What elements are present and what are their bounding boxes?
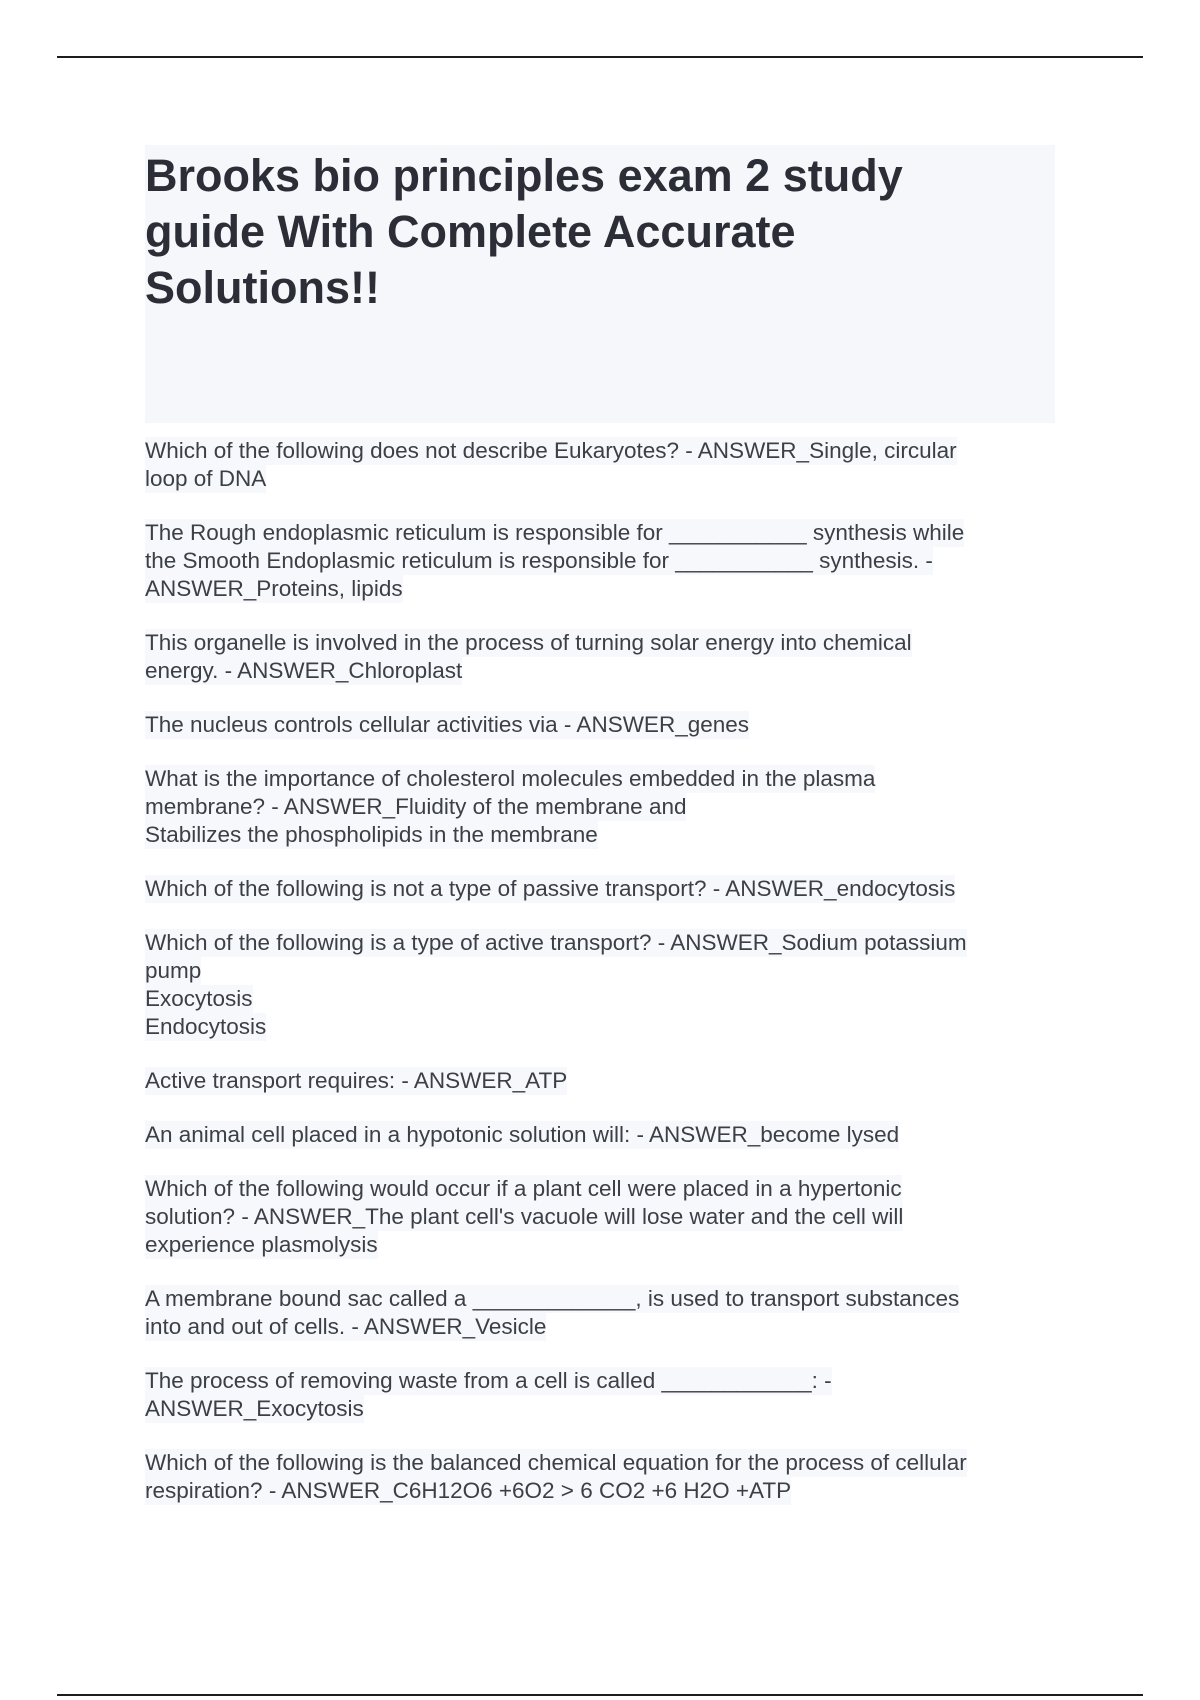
qa-item	[145, 629, 1055, 685]
qa-line: What is the importance of cholesterol molecules embedded in the plasma	[145, 766, 876, 791]
qa-line: An animal cell placed in a hypotonic solution will: - ANSWER_become lysed	[145, 1122, 900, 1147]
qa-line: The nucleus controls cellular activities via - ANSWER_genes	[145, 712, 750, 737]
qa-item	[145, 1285, 1055, 1341]
qa-line: This organelle is involved in the process of turning solar energy into chemical	[145, 630, 912, 655]
qa-line: Which of the following is not a type of passive transport? - ANSWER_endocytosis	[145, 876, 956, 901]
qa-line: ANSWER_Proteins, lipids	[145, 576, 403, 601]
qa-item	[145, 765, 1055, 849]
qa-line: Which of the following is a type of active transport? - ANSWER_Sodium potassium	[145, 930, 967, 955]
title-line: Solutions!!	[145, 262, 380, 313]
qa-line: A membrane bound sac called a _____________, is used to transport substances	[145, 1286, 960, 1311]
qa-line: pump	[145, 958, 202, 983]
title-line: guide With Complete Accurate	[145, 206, 796, 257]
qa-line: loop of DNA	[145, 466, 267, 491]
qa-line: Stabilizes the phospholipids in the membrane	[145, 822, 598, 847]
qa-item	[145, 1067, 1055, 1095]
document-title	[145, 148, 1045, 316]
qa-item	[145, 1367, 1055, 1423]
bottom-rule	[57, 1694, 1143, 1696]
qa-item	[145, 519, 1055, 603]
qa-line: Which of the following would occur if a plant cell were placed in a hypertonic	[145, 1176, 902, 1201]
qa-line: respiration? - ANSWER_C6H12O6 +6O2 > 6 CO2 +6 H2O +ATP	[145, 1478, 792, 1503]
document-page	[145, 145, 1055, 1531]
qa-line: membrane? - ANSWER_Fluidity of the membrane and	[145, 794, 687, 819]
qa-line: experience plasmolysis	[145, 1232, 378, 1257]
qa-item	[145, 437, 1055, 493]
qa-line: the Smooth Endoplasmic reticulum is responsible for ___________ synthesis. -	[145, 548, 933, 573]
qa-item	[145, 1121, 1055, 1149]
top-rule	[57, 56, 1143, 58]
qa-line: The process of removing waste from a cell is called ____________: -	[145, 1368, 832, 1393]
qa-line: solution? - ANSWER_The plant cell's vacuole will lose water and the cell will	[145, 1204, 904, 1229]
qa-item	[145, 929, 1055, 1041]
qa-line: Endocytosis	[145, 1014, 267, 1039]
qa-line: Exocytosis	[145, 986, 253, 1011]
qa-line: ANSWER_Exocytosis	[145, 1396, 364, 1421]
title-line: Brooks bio principles exam 2 study	[145, 150, 903, 201]
qa-item	[145, 711, 1055, 739]
qa-line: The Rough endoplasmic reticulum is responsible for ___________ synthesis while	[145, 520, 965, 545]
qa-line: Which of the following does not describe Eukaryotes? - ANSWER_Single, circular	[145, 438, 957, 463]
title-block	[145, 145, 1055, 423]
qa-line: into and out of cells. - ANSWER_Vesicle	[145, 1314, 547, 1339]
qa-line: Which of the following is the balanced chemical equation for the process of cellular	[145, 1450, 967, 1475]
qa-list	[145, 437, 1055, 1505]
qa-line: Active transport requires: - ANSWER_ATP	[145, 1068, 568, 1093]
qa-item	[145, 1449, 1055, 1505]
qa-line: energy. - ANSWER_Chloroplast	[145, 658, 463, 683]
qa-item	[145, 875, 1055, 903]
qa-item	[145, 1175, 1055, 1259]
